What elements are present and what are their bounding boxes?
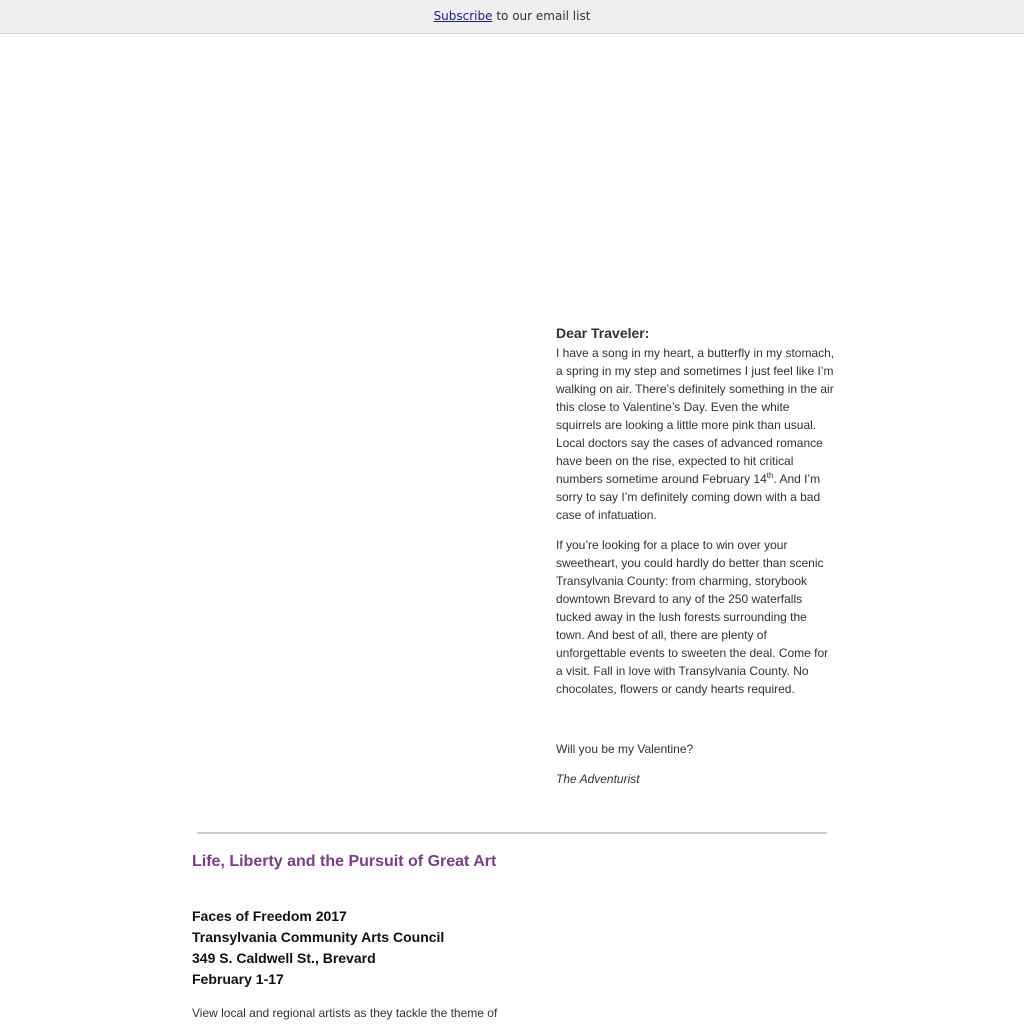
event-description: View local and regional artists as they tackle the theme of xyxy=(192,1006,498,1020)
subscribe-bar-text: to our email list xyxy=(492,9,591,23)
letter-signature: The Adventurist xyxy=(556,772,640,786)
section-divider xyxy=(197,832,827,834)
letter-spacer xyxy=(556,710,836,740)
event-address: 349 S. Caldwell St., Brevard xyxy=(192,950,376,966)
letter-paragraph-1-text: I have a song in my heart, a butterfly in my stomach, a spring in my step and sometimes I just feel like I’m walking on air. There’s definitely something in the air this close to Valentine’s Day. Even the white squirrels are looking a little more pink than usual. Local doctors say the cases of advanced romance have been on the rise, expected to hit critical numbers sometime around February 14 xyxy=(556,346,835,486)
welcome-letter xyxy=(556,324,836,800)
event-name: Faces of Freedom 2017 xyxy=(192,908,347,924)
ordinal-suffix: th xyxy=(766,471,774,480)
letter-question: Will you be my Valentine? xyxy=(556,742,694,756)
subscribe-link[interactable]: Subscribe xyxy=(433,9,493,23)
letter-paragraph-2: If you’re looking for a place to win over your sweetheart, you could hardly do better than scenic Transylvania County: from charming, storybook downtown Brevard to any of the 250 waterfalls tucked away in the lush forests surrounding the town. And best of all, there are plenty of unforgettable events to sweeten the deal. Come for a visit. Fall in love with Transylvania County. No chocolates, flowers or candy hearts required. xyxy=(556,538,829,696)
section-title: Life, Liberty and the Pursuit of Great Art xyxy=(192,853,497,870)
event-dates: February 1-17 xyxy=(192,971,284,987)
event-info xyxy=(192,906,444,990)
hero-image-area xyxy=(192,325,532,795)
letter-greeting: Dear Traveler: xyxy=(556,325,650,341)
letter-paragraph-1-end: . And I’m sorry to say I’m definitely coming down with a bad case of infatuation. xyxy=(556,472,821,522)
subscribe-bar xyxy=(0,0,1024,34)
letter-paragraph-1 xyxy=(556,344,836,524)
event-organizer: Transylvania Community Arts Council xyxy=(192,929,445,945)
